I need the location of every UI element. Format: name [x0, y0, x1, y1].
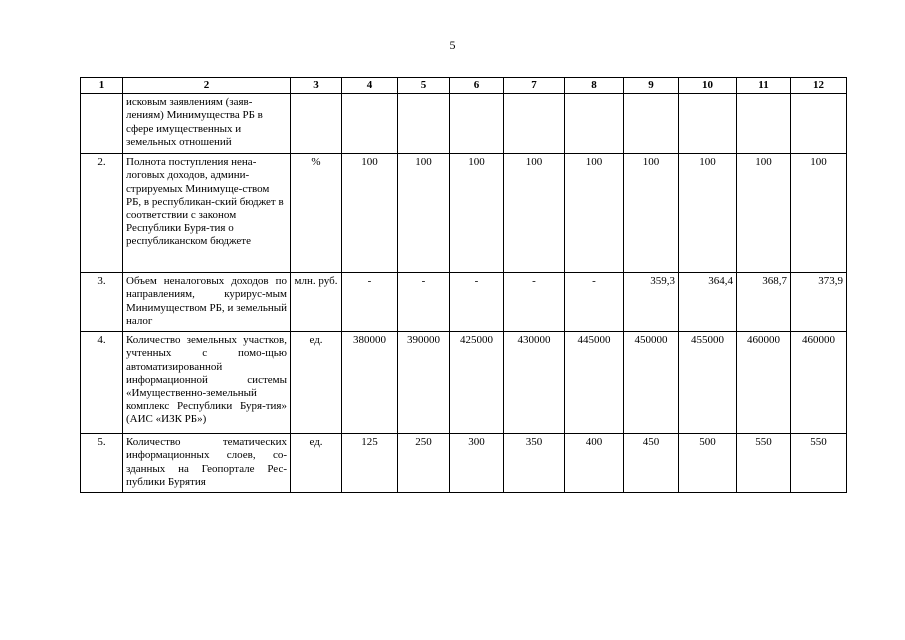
column-header: 1 [81, 78, 123, 94]
indicator-value: 359,3 [624, 273, 679, 332]
header-row [81, 78, 847, 94]
indicator-value: 100 [679, 154, 737, 273]
column-header: 11 [737, 78, 791, 94]
indicator-value: 460000 [791, 332, 847, 434]
column-header: 12 [791, 78, 847, 94]
indicator-value: - [450, 273, 504, 332]
indicator-value: 250 [398, 434, 450, 493]
indicator-value: 300 [450, 434, 504, 493]
indicator-value: 400 [565, 434, 624, 493]
indicator-value: 100 [342, 154, 398, 273]
indicator-value: 368,7 [737, 273, 791, 332]
indicator-value: 460000 [737, 332, 791, 434]
indicator-name: Объем неналоговых доходов по направлениям, курирус-мым Минимуществом РБ, и земельный налог [123, 273, 291, 332]
indicator-unit [291, 94, 342, 154]
row-number: 2. [81, 154, 123, 273]
indicator-value [791, 94, 847, 154]
indicator-value: 425000 [450, 332, 504, 434]
table-row [81, 273, 847, 332]
indicator-value: - [504, 273, 565, 332]
column-header: 4 [342, 78, 398, 94]
column-header: 5 [398, 78, 450, 94]
indicator-value: 445000 [565, 332, 624, 434]
indicator-value [737, 94, 791, 154]
indicator-value: 550 [791, 434, 847, 493]
indicator-value: 373,9 [791, 273, 847, 332]
indicator-value: 100 [450, 154, 504, 273]
indicator-value: 100 [791, 154, 847, 273]
indicator-value: 430000 [504, 332, 565, 434]
column-header: 3 [291, 78, 342, 94]
indicator-name: Количество земельных участков, учтенных с помо-щью автоматизированной информационной системы «Имущественно-земельный комплекс Республики Буря-тия» (АИС «ИЗК РБ») [123, 332, 291, 434]
indicator-value: - [342, 273, 398, 332]
indicator-value: 380000 [342, 332, 398, 434]
indicator-value: 390000 [398, 332, 450, 434]
column-header: 9 [624, 78, 679, 94]
indicators-table [80, 77, 847, 493]
indicator-value [450, 94, 504, 154]
indicator-value: - [398, 273, 450, 332]
indicator-value: 125 [342, 434, 398, 493]
indicator-value: - [565, 273, 624, 332]
indicator-value: 100 [624, 154, 679, 273]
indicator-value: 100 [398, 154, 450, 273]
indicator-unit: ед. [291, 434, 342, 493]
table-row [81, 154, 847, 273]
indicator-value [624, 94, 679, 154]
indicator-value: 100 [737, 154, 791, 273]
indicator-value [398, 94, 450, 154]
indicator-unit: ед. [291, 332, 342, 434]
indicator-value: 500 [679, 434, 737, 493]
table-row [81, 94, 847, 154]
table-row [81, 332, 847, 434]
indicator-value [679, 94, 737, 154]
page-number: 5 [449, 38, 456, 52]
indicator-value: 100 [565, 154, 624, 273]
indicator-value [342, 94, 398, 154]
indicator-value: 455000 [679, 332, 737, 434]
row-number: 3. [81, 273, 123, 332]
column-header: 2 [123, 78, 291, 94]
indicator-value: 100 [504, 154, 565, 273]
indicator-unit: млн. руб. [291, 273, 342, 332]
indicator-value [565, 94, 624, 154]
indicator-value [504, 94, 565, 154]
indicator-name: Полнота поступления нена-логовых доходов, админи-стрируемых Минимуще-ством РБ, в республикан-ский бюджет в соответствии с законом Республики Буря-тия о республиканском бюджете [123, 154, 291, 273]
row-number: 4. [81, 332, 123, 434]
row-number: 5. [81, 434, 123, 493]
indicator-unit: % [291, 154, 342, 273]
indicator-value: 350 [504, 434, 565, 493]
column-header: 7 [504, 78, 565, 94]
indicator-name: Количество тематических информационных слоев, со-зданных на Геопортале Рес-публики Бурятия [123, 434, 291, 493]
indicator-value: 450 [624, 434, 679, 493]
indicator-value: 450000 [624, 332, 679, 434]
indicator-value: 364,4 [679, 273, 737, 332]
table-row [81, 434, 847, 493]
column-header: 10 [679, 78, 737, 94]
row-number [81, 94, 123, 154]
indicator-value: 550 [737, 434, 791, 493]
indicator-name: исковым заявлениям (заяв-лениям) Минимущества РБ в сфере имущественных и земельных отношений [123, 94, 291, 154]
column-header: 6 [450, 78, 504, 94]
column-header: 8 [565, 78, 624, 94]
